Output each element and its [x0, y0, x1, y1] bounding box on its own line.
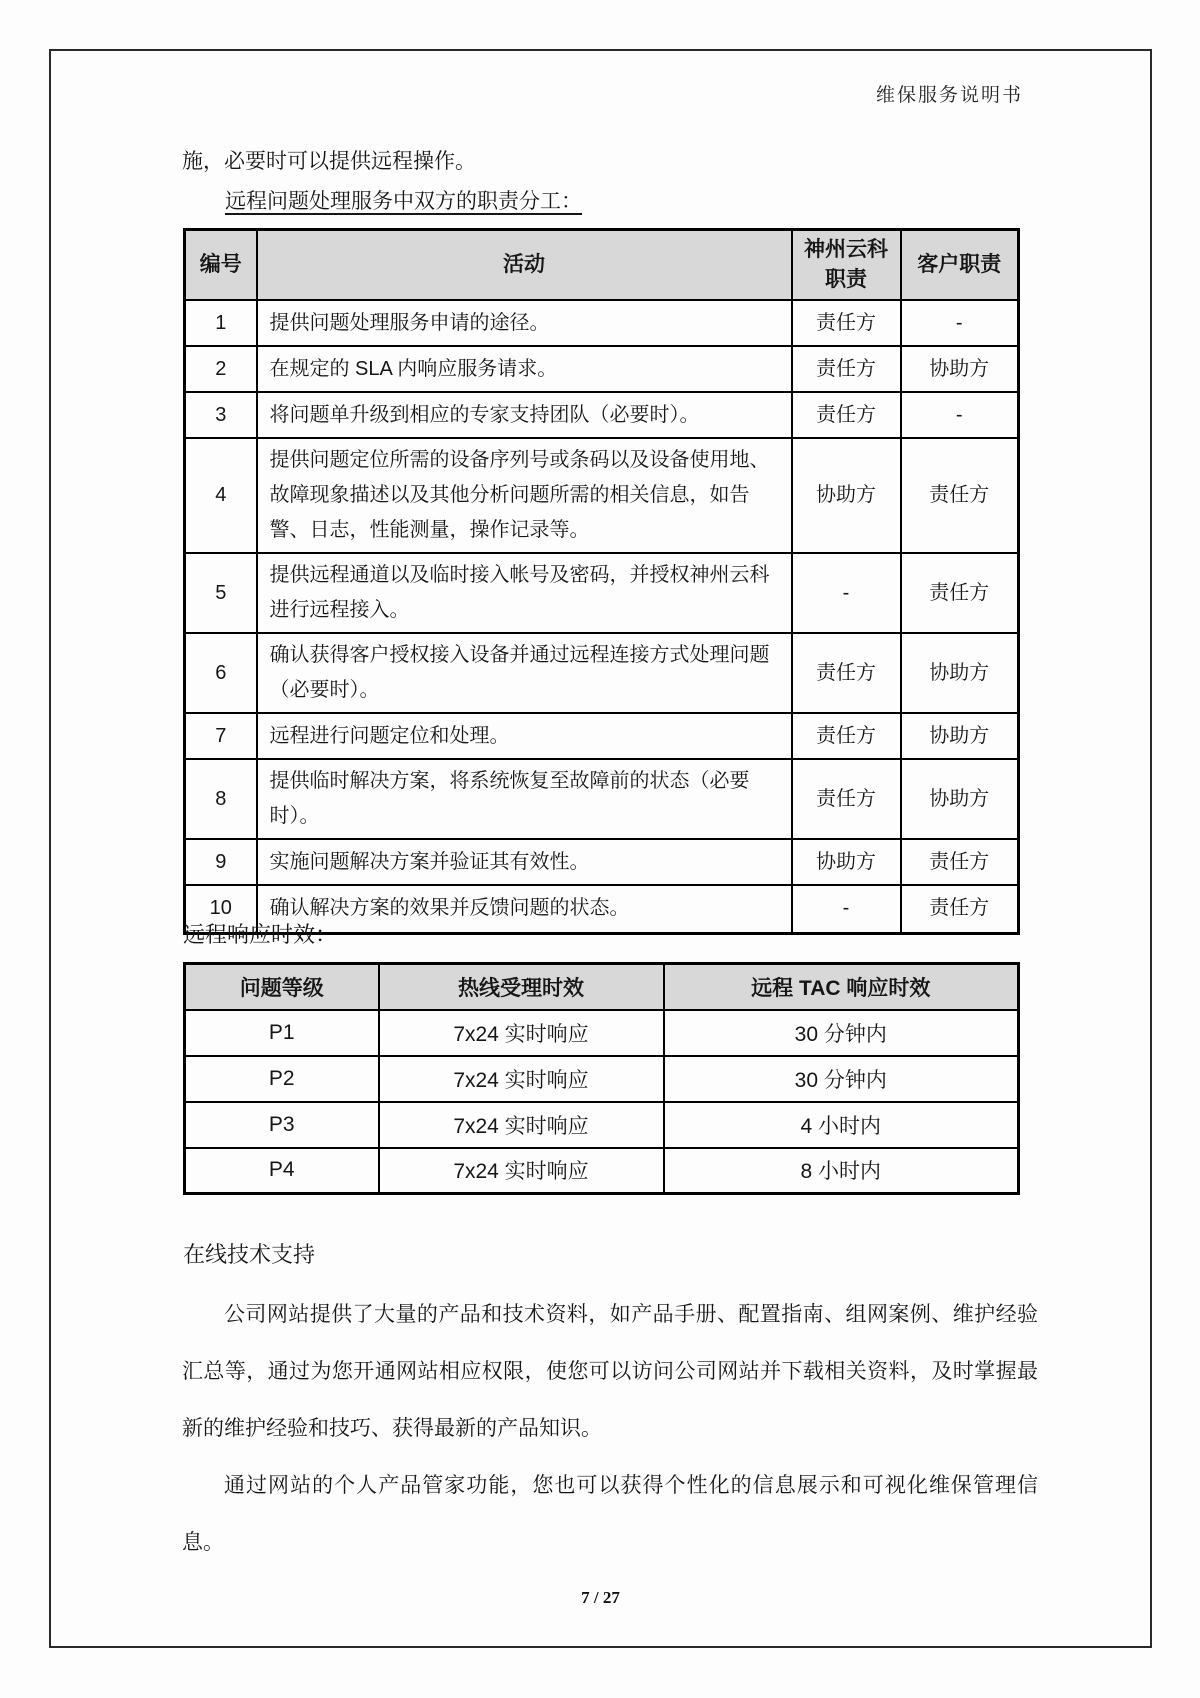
row-number: 2 — [185, 346, 257, 392]
row-vendor-duty: 协助方 — [792, 438, 901, 553]
row-number: 4 — [185, 438, 257, 553]
table-row — [185, 1148, 1019, 1194]
problem-level: P3 — [185, 1102, 379, 1148]
hotline-sla: 7x24 实时响应 — [379, 1056, 664, 1102]
page-number: 7 / 27 — [581, 1588, 620, 1607]
row-activity: 实施问题解决方案并验证其有效性。 — [257, 839, 792, 885]
row-vendor-duty: 责任方 — [792, 300, 901, 346]
row-customer-duty: - — [901, 300, 1019, 346]
row-vendor-duty: 协助方 — [792, 839, 901, 885]
row-customer-duty: 协助方 — [901, 713, 1019, 759]
table-row — [185, 1056, 1019, 1102]
table-header-row — [185, 964, 1019, 1010]
hotline-sla: 7x24 实时响应 — [379, 1148, 664, 1194]
table-row — [185, 1102, 1019, 1148]
online-support-body — [182, 1286, 1038, 1571]
row-activity: 提供临时解决方案，将系统恢复至故障前的状态（必要时）。 — [257, 759, 792, 839]
table-row — [185, 713, 1019, 759]
row-activity: 提供问题处理服务申请的途径。 — [257, 300, 792, 346]
row-activity: 确认解决方案的效果并反馈问题的状态。 — [257, 885, 792, 933]
row-number: 10 — [185, 885, 257, 933]
column-header-hotline-sla: 热线受理时效 — [379, 964, 664, 1010]
table-row — [185, 300, 1019, 346]
row-customer-duty: 责任方 — [901, 885, 1019, 933]
row-number: 7 — [185, 713, 257, 759]
table-row — [185, 438, 1019, 553]
online-support-paragraph-2: 通过网站的个人产品管家功能，您也可以获得个性化的信息展示和可视化维保管理信息。 — [182, 1474, 1038, 1554]
column-header-problem-level: 问题等级 — [185, 964, 379, 1010]
row-activity: 提供远程通道以及临时接入帐号及密码，并授权神州云科进行远程接入。 — [257, 553, 792, 633]
responsibility-division-table — [183, 228, 1020, 935]
row-customer-duty: - — [901, 392, 1019, 438]
row-activity: 确认获得客户授权接入设备并通过远程连接方式处理问题（必要时）。 — [257, 633, 792, 713]
row-number: 5 — [185, 553, 257, 633]
row-activity: 提供问题定位所需的设备序列号或条码以及设备使用地、故障现象描述以及其他分析问题所需的相关信息，如告警、日志，性能测量，操作记录等。 — [257, 438, 792, 553]
table-header-row — [185, 230, 1019, 301]
online-support-paragraph-1: 公司网站提供了大量的产品和技术资料，如产品手册、配置指南、组网案例、维护经验汇总等，通过为您开通网站相应权限，使您可以访问公司网站并下载相关资料，及时掌握最新的维护经验和技巧、获得最新的产品知识。 — [182, 1303, 1038, 1440]
row-vendor-duty: - — [792, 553, 901, 633]
table-row — [185, 633, 1019, 713]
remote-response-sla-title: 远程响应时效： — [183, 922, 338, 947]
row-vendor-duty: 责任方 — [792, 392, 901, 438]
vendor-duty-line2: 职责 — [825, 268, 867, 291]
document-header-title: 维保服务说明书 — [875, 85, 1023, 106]
row-vendor-duty: - — [792, 885, 901, 933]
row-activity: 将问题单升级到相应的专家支持团队（必要时）。 — [257, 392, 792, 438]
row-vendor-duty: 责任方 — [792, 759, 901, 839]
problem-level: P4 — [185, 1148, 379, 1194]
column-header-vendor-duty — [792, 230, 901, 301]
hotline-sla: 7x24 实时响应 — [379, 1102, 664, 1148]
row-vendor-duty: 责任方 — [792, 633, 901, 713]
table-row — [185, 839, 1019, 885]
table-row — [185, 1010, 1019, 1056]
column-header-customer-duty: 客户职责 — [901, 230, 1019, 301]
row-customer-duty: 责任方 — [901, 438, 1019, 553]
table-row — [185, 392, 1019, 438]
problem-level: P2 — [185, 1056, 379, 1102]
column-header-number: 编号 — [185, 230, 257, 301]
table-row — [185, 346, 1019, 392]
tac-sla: 8 小时内 — [664, 1148, 1019, 1194]
table-row — [185, 553, 1019, 633]
row-activity: 远程进行问题定位和处理。 — [257, 713, 792, 759]
row-number: 8 — [185, 759, 257, 839]
row-number: 9 — [185, 839, 257, 885]
remote-response-sla-table — [183, 962, 1020, 1195]
row-vendor-duty: 责任方 — [792, 346, 901, 392]
row-activity: 在规定的 SLA 内响应服务请求。 — [257, 346, 792, 392]
table-row — [185, 759, 1019, 839]
row-customer-duty: 协助方 — [901, 633, 1019, 713]
vendor-duty-line1: 神州云科 — [804, 238, 888, 261]
row-vendor-duty: 责任方 — [792, 713, 901, 759]
column-header-activity: 活动 — [257, 230, 792, 301]
intro-continuation-text: 施，必要时可以提供远程操作。 — [182, 150, 476, 173]
row-customer-duty: 协助方 — [901, 759, 1019, 839]
tac-sla: 30 分钟内 — [664, 1056, 1019, 1102]
column-header-tac-sla: 远程 TAC 响应时效 — [664, 964, 1019, 1010]
tac-sla: 30 分钟内 — [664, 1010, 1019, 1056]
row-number: 1 — [185, 300, 257, 346]
row-customer-duty: 协助方 — [901, 346, 1019, 392]
row-customer-duty: 责任方 — [901, 839, 1019, 885]
tac-sla: 4 小时内 — [664, 1102, 1019, 1148]
hotline-sla: 7x24 实时响应 — [379, 1010, 664, 1056]
responsibility-table-caption: 远程问题处理服务中双方的职责分工： — [225, 190, 582, 213]
problem-level: P1 — [185, 1010, 379, 1056]
row-number: 3 — [185, 392, 257, 438]
row-number: 6 — [185, 633, 257, 713]
row-customer-duty: 责任方 — [901, 553, 1019, 633]
online-support-section-title: 在线技术支持 — [183, 1242, 316, 1267]
